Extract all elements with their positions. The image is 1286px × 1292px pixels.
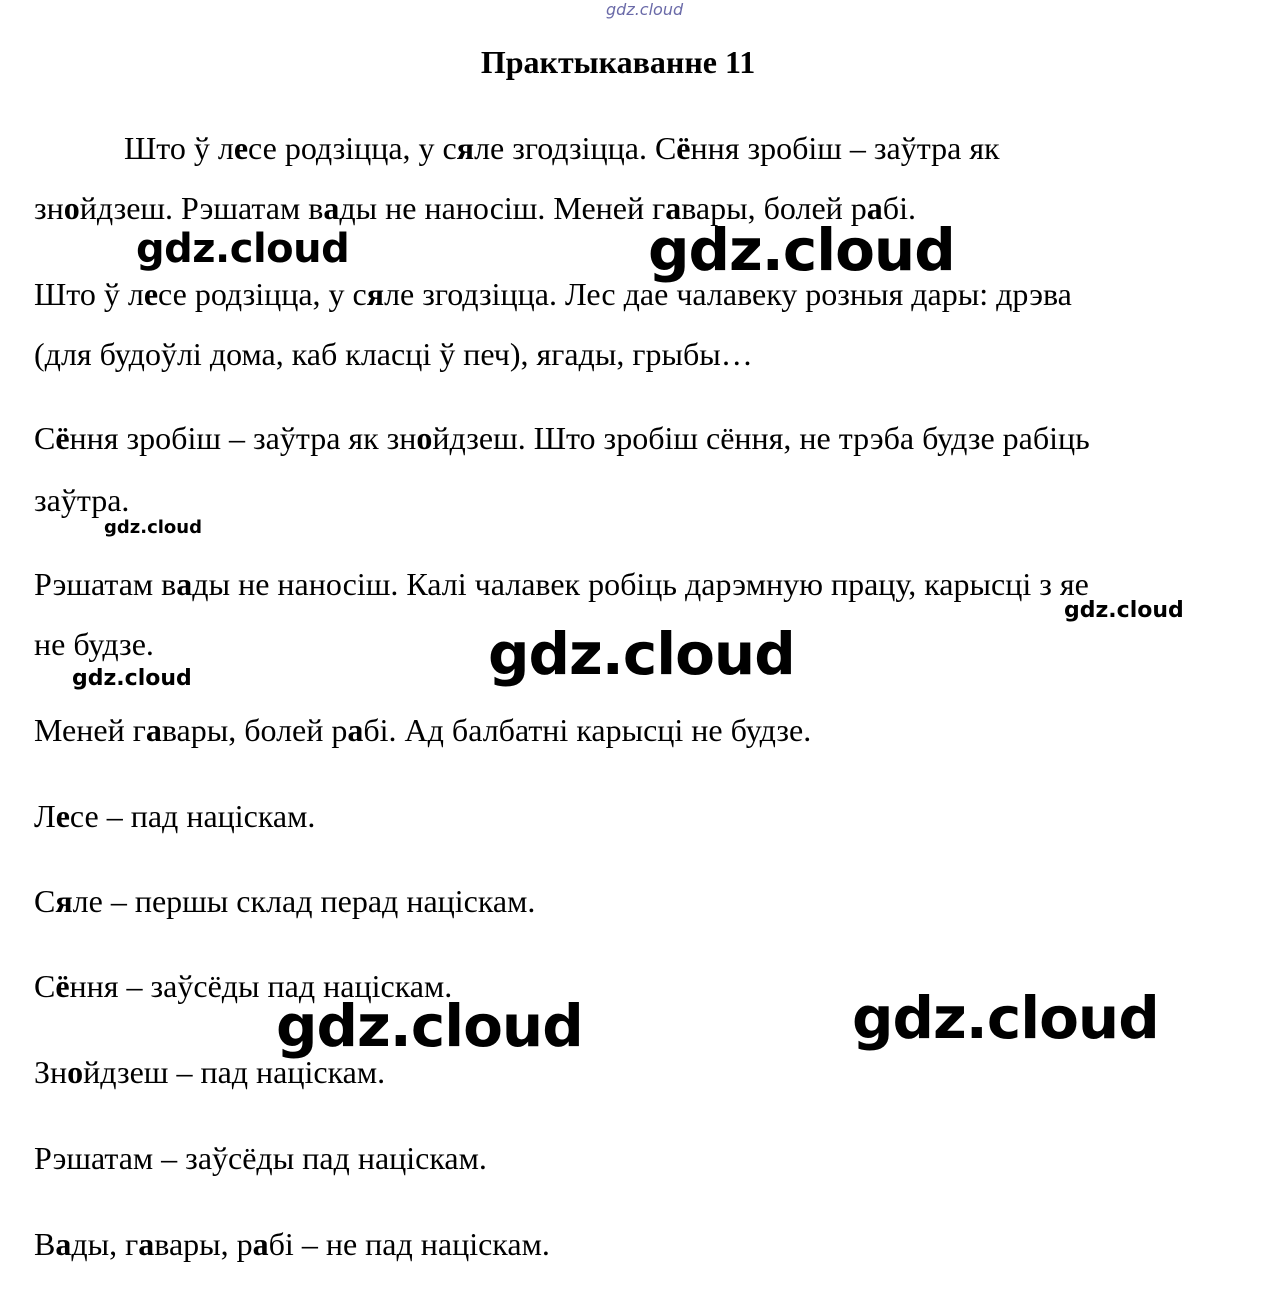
stress-note-5: Рэшатам – заўсёды пад націскам.	[34, 1140, 487, 1176]
watermark: gdz.cloud	[852, 984, 1159, 1052]
watermark: gdz.cloud	[648, 216, 955, 284]
paragraph-1-line-1: Што ў лесе родзіцца, у сяле згодзіцца. Сёння зробіш – заўтра як	[124, 130, 1000, 166]
watermark: gdz.cloud	[276, 992, 583, 1060]
watermark: gdz.cloud	[136, 226, 350, 272]
stress-note-1: Лесе – пад націскам.	[34, 798, 316, 834]
watermark: gdz.cloud	[488, 620, 795, 688]
stress-note-6: Вады, гавары, рабі – не пад націскам.	[34, 1226, 550, 1262]
paragraph-4-line-2: не будзе.	[34, 626, 154, 662]
paragraph-4-line-1: Рэшатам вады не наносіш. Калі чалавек робіць дарэмную працу, карысці з яе	[34, 566, 1089, 602]
watermark: gdz.cloud	[72, 666, 192, 691]
paragraph-1-line-2: знойдзеш. Рэшатам вады не наносіш. Меней гавары, болей рабі.	[34, 190, 916, 226]
paragraph-2-line-1: Што ў лесе родзіцца, у сяле згодзіцца. Лес дае чалавеку розныя дары: дрэва	[34, 276, 1072, 312]
paragraph-5: Меней гавары, болей рабі. Ад балбатні карысці не будзе.	[34, 712, 812, 748]
watermark-top: gdz.cloud	[606, 0, 684, 19]
stress-note-3: Сёння – заўсёды пад націскам.	[34, 968, 453, 1004]
paragraph-2-line-2: (для будоўлі дома, каб класці ў печ), ягады, грыбы…	[34, 336, 753, 372]
paragraph-3-line-1: Сёння зробіш – заўтра як знойдзеш. Што зробіш сёння, не трэба будзе рабіць	[34, 420, 1090, 456]
stress-note-2: Сяле – першы склад перад націскам.	[34, 883, 536, 919]
watermark: gdz.cloud	[104, 517, 202, 538]
watermark: gdz.cloud	[1064, 598, 1184, 623]
paragraph-3-line-2: заўтра.	[34, 482, 130, 518]
exercise-title: Практыкаванне 11	[480, 44, 756, 80]
stress-note-4: Знойдзеш – пад націскам.	[34, 1054, 386, 1090]
